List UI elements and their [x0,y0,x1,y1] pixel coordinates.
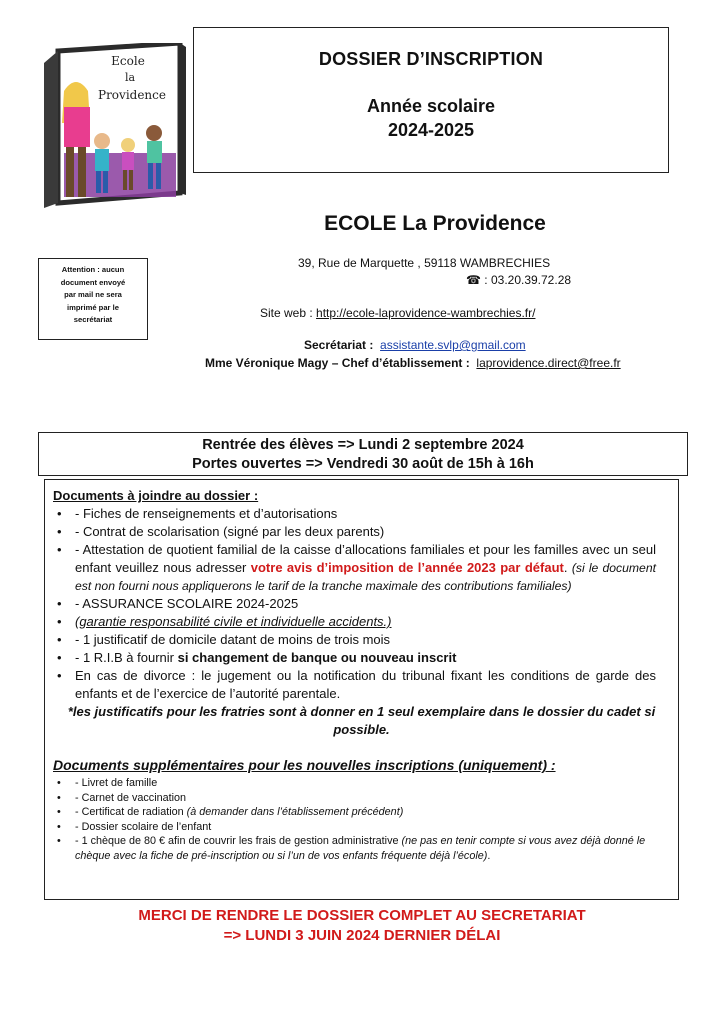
supplementary-title: Documents supplémentaires pour les nouvelles inscriptions (uniquement) : [53,757,556,773]
bullet: • [57,632,62,647]
doc-item-text: - Attestation de quotient familial de la caisse d’allocations familiales et pour les familles avec un seul enfant veuillez nous adresser [75,542,656,575]
director-email-link[interactable]: laprovidence.direct@free.fr [476,356,621,370]
documents-box [44,479,679,900]
doc-item-text: - 1 R.I.B à fournir [75,650,178,665]
supp-item-note: (ne pas en tenir compte si vous avez déjà donné le chèque avec la fiche de pré-inscription ou si l’un de vos enfants fréquente déjà l’école) [75,835,646,862]
phone-line [466,273,571,287]
footer-line-2: => LUNDI 3 JUIN 2024 DERNIER DÉLAI [223,927,501,944]
bullet: • [57,596,62,611]
bullet: • [57,524,62,539]
documents-list [45,505,678,703]
supp-item-text: . [487,849,491,862]
attention-line: imprimé par le [67,302,119,312]
list-item [45,805,648,820]
rentree-date: Rentrée des élèves => Lundi 2 septembre 2024 [202,437,524,453]
attention-notice [38,258,148,340]
dates-box [38,432,688,476]
supp-item-note: (à demander dans l’établissement précédent) [186,806,404,819]
list-item [45,541,656,595]
secretariat-email-link[interactable]: assistante.svlp@gmail.com [380,338,526,352]
list-item [45,613,656,631]
doc-item-text: - 1 justificatif de domicile datant de moins de trois mois [75,632,391,647]
doc-item-text: - Fiches de renseignements et d’autorisations [75,506,338,521]
list-item [45,631,656,649]
director-label: Mme Véronique Magy – Chef d’établissement : [205,356,470,370]
school-name: ECOLE La Providence [324,212,546,235]
attention-line: Attention : aucun [61,265,125,274]
doc-item-text: . [563,560,572,575]
doc-item-highlight: si changement de banque ou nouveau inscrit [177,650,457,665]
bullet: • [57,806,61,819]
list-item [45,667,656,703]
attention-line: par mail ne sera [64,290,122,299]
bullet: • [57,650,62,665]
documents-title: Documents à joindre au dossier : [53,488,259,503]
siblings-note: *les justificatifs pour les fratries sont à donner en 1 seul exemplaire dans le dossier du cadet si possible. [67,704,656,737]
logo-text-1: Ecole [111,54,145,68]
doc-item-note: (garantie responsabilité civile et individuelle accidents.) [75,614,392,629]
logo-text-2: la [124,71,136,84]
attention-line: secrétariat [73,315,113,324]
bullet: • [57,542,62,557]
year-label: Année scolaire [366,96,496,116]
logo-text-3: Providence [98,88,166,102]
phone-icon: ☎ [466,273,481,287]
website-link[interactable]: http://ecole-laprovidence-wambrechies.fr/ [316,306,536,320]
supp-item-text: - Dossier scolaire de l’enfant [75,820,212,833]
list-item [45,595,656,613]
secretariat-line [304,338,526,352]
bullet: • [57,506,62,521]
doc-item-text: - Contrat de scolarisation (signé par les deux parents) [75,524,385,539]
bullet: • [57,791,61,804]
footer-line-1: MERCI DE RENDRE LE DOSSIER COMPLET AU SECRETARIAT [138,907,586,924]
school-address: 39, Rue de Marquette , 59118 WAMBRECHIES [298,256,551,270]
website-label: Site web : [260,306,317,320]
list-item [45,834,648,863]
supp-item-text: - 1 chèque de 80 € afin de couvrir les frais de gestion administrative [75,835,402,848]
supp-item-text: - Certificat de radiation [75,806,187,819]
director-line [205,356,621,370]
bullet: • [57,668,62,683]
list-item [45,649,656,667]
list-item [45,776,648,791]
bullet: • [57,835,61,848]
header-box [193,27,669,173]
deadline-footer [40,906,684,946]
doc-item-text: En cas de divorce : le jugement ou la notification du tribunal fixant les conditions de garde des enfants et de l’exercice de l’autorité parentale. [75,668,656,701]
school-year: 2024-2025 [387,120,475,140]
bullet: • [57,820,61,833]
bullet: • [57,777,61,789]
attention-line: document envoyé [60,277,126,287]
open-house-date: Portes ouvertes => Vendredi 30 août de 15h à 16h [192,456,534,472]
list-item [45,505,656,523]
phone-number: : 03.20.39.72.28 [484,273,572,287]
bullet: • [57,614,62,629]
doc-item-text: - ASSURANCE SCOLAIRE 2024-2025 [75,596,299,611]
supp-item-text: - Carnet de vaccination [75,791,187,804]
website-line [260,306,535,320]
list-item [45,820,648,835]
secretariat-label: Secrétariat : [304,338,374,352]
list-item [45,523,656,541]
dossier-title: DOSSIER D’INSCRIPTION [318,49,544,69]
list-item [45,791,648,806]
supp-item-text: - Livret de famille [75,777,158,789]
doc-item-highlight: votre avis d’imposition de l’année 2023 par défaut [250,560,564,575]
school-logo [40,43,186,208]
supplementary-list [45,776,678,864]
doc-item-note: (si le document est non fourni nous appliquerons le tarif de la tranche maximale des contributions familiales) [75,561,657,593]
